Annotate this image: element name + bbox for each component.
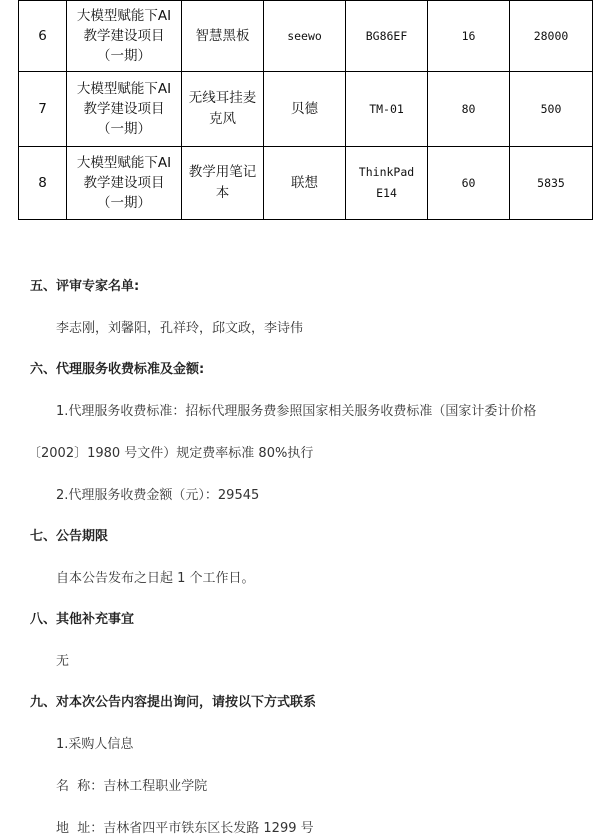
- item-quantity: 60: [428, 147, 510, 220]
- item-model: BG86EF: [346, 1, 428, 72]
- experts-heading: 五、评审专家名单:: [30, 279, 140, 294]
- item-name: 教学用笔记本: [182, 147, 264, 220]
- purchaser-name: 名 称：吉林工程职业学院: [56, 779, 208, 794]
- purchaser-heading: 1.采购人信息: [56, 737, 134, 752]
- project-name: 大模型赋能下AI教学建设项目（一期）: [67, 147, 182, 220]
- purchaser-address: 地 址：吉林省四平市铁东区长发路 1299 号: [56, 821, 314, 836]
- item-model: ThinkPad E14: [346, 147, 428, 220]
- fee-standard-line1: 1.代理服务收费标准：招标代理服务费参照国家相关服务收费标准（国家计委计价格: [56, 404, 537, 419]
- item-model: TM-01: [346, 72, 428, 147]
- item-name: 无线耳挂麦克风: [182, 72, 264, 147]
- item-price: 5835: [510, 147, 593, 220]
- item-name: 智慧黑板: [182, 1, 264, 72]
- row-number: 6: [19, 1, 67, 72]
- item-quantity: 80: [428, 72, 510, 147]
- item-brand: 联想: [264, 147, 346, 220]
- item-brand: 贝德: [264, 72, 346, 147]
- row-number: 7: [19, 72, 67, 147]
- fee-heading: 六、代理服务收费标准及金额:: [30, 362, 205, 377]
- fee-standard-line2: 〔2002〕1980 号文件）规定费率标准 80%执行: [28, 446, 314, 461]
- other-text: 无: [56, 654, 70, 669]
- period-text: 自本公告发布之日起 1 个工作日。: [56, 571, 255, 586]
- row-number: 8: [19, 147, 67, 220]
- contact-heading: 九、对本次公告内容提出询问，请按以下方式联系: [30, 695, 317, 710]
- period-heading: 七、公告期限: [30, 529, 109, 544]
- project-name: 大模型赋能下AI教学建设项目（一期）: [67, 1, 182, 72]
- experts-list: 李志刚，刘馨阳，孔祥玲，邱文政，李诗伟: [56, 321, 304, 336]
- items-table-container: [18, 0, 593, 220]
- item-brand: seewo: [264, 1, 346, 72]
- item-price: 500: [510, 72, 593, 147]
- other-heading: 八、其他补充事宜: [30, 612, 135, 627]
- project-name: 大模型赋能下AI教学建设项目（一期）: [67, 72, 182, 147]
- items-table: [18, 0, 593, 220]
- fee-amount: 2.代理服务收费金额（元）：29545: [56, 488, 260, 503]
- table-row: [19, 147, 593, 220]
- table-row: [19, 72, 593, 147]
- item-price: 28000: [510, 1, 593, 72]
- table-row: [19, 1, 593, 72]
- item-quantity: 16: [428, 1, 510, 72]
